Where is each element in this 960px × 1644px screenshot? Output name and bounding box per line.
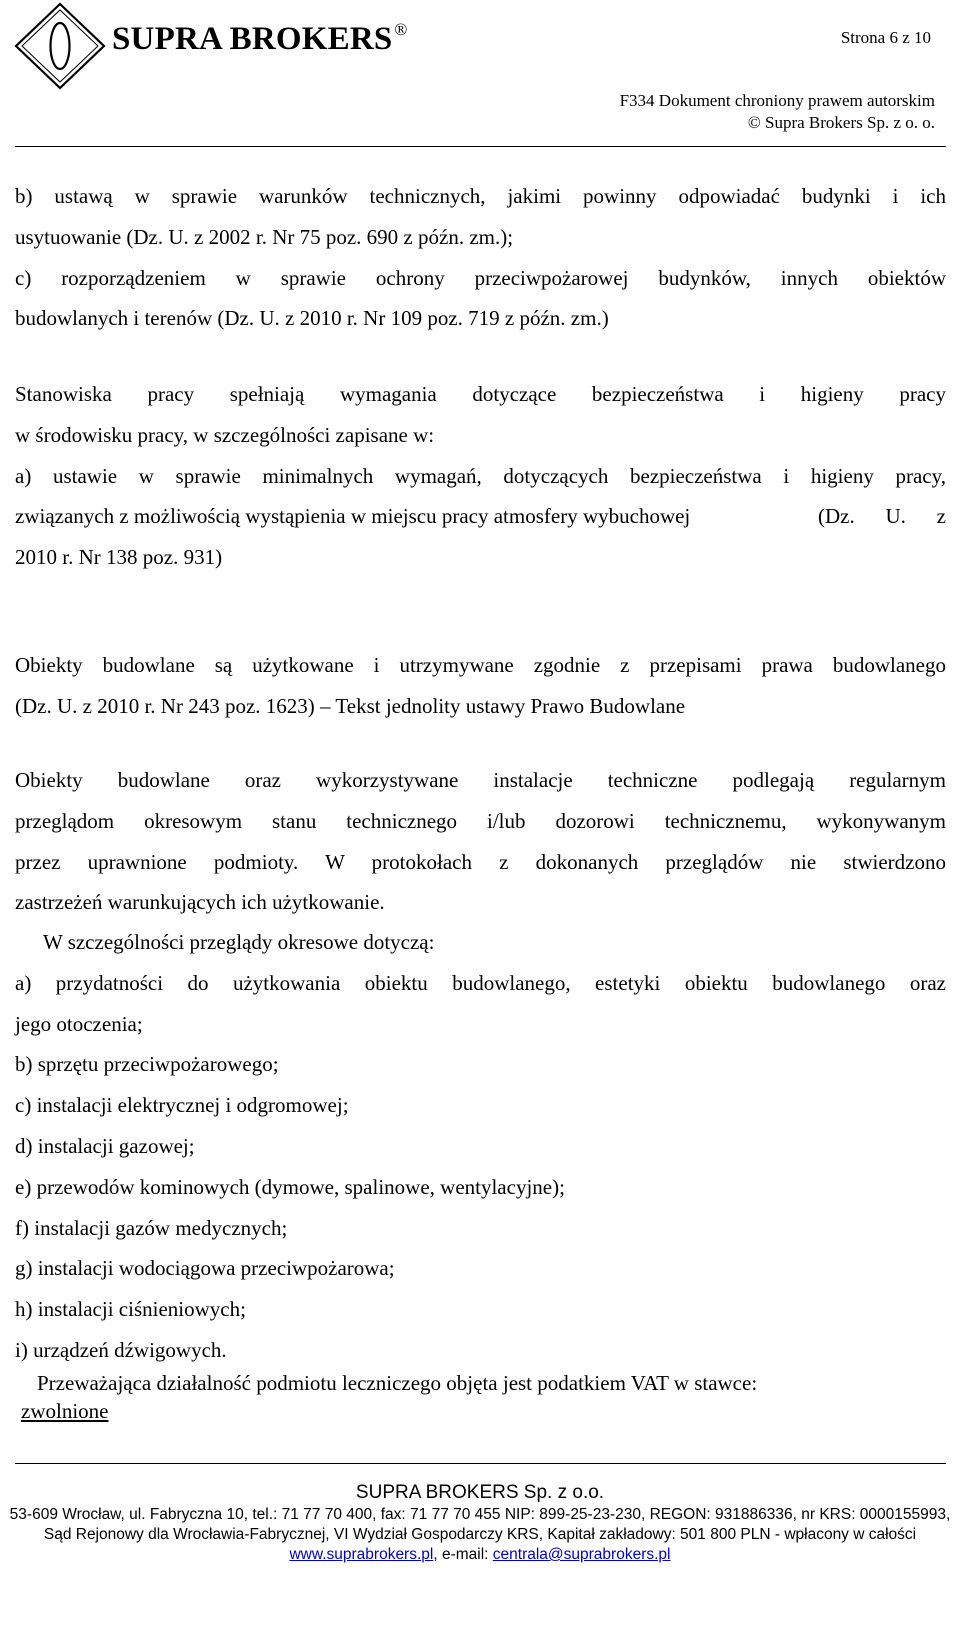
- list-intro: W szczególności przeglądy okresowe dotyczą:: [43, 930, 435, 954]
- text-line: usytuowanie (Dz. U. z 2002 r. Nr 75 poz. 690 z późn. zm.);: [15, 224, 514, 249]
- footer-company-name: SUPRA BROKERS Sp. z o.o.: [355, 1482, 605, 1503]
- text-line: budowlanych i terenów (Dz. U. z 2010 r. Nr 109 poz. 719 z późn. zm.): [15, 306, 609, 331]
- copyright-line: © Supra Brokers Sp. z o. o.: [747, 113, 935, 132]
- paragraph-regulations: [15, 176, 946, 339]
- text-line: Przeważająca działalność podmiotu leczniczego objęta jest podatkiem VAT w stawce:: [37, 1371, 758, 1395]
- registered-mark: ®: [394, 20, 408, 39]
- text-line: Obiekty budowlane są użytkowane i utrzymywane zgodnie z przepisami prawa budowlanego: [15, 653, 946, 677]
- list-item: a) przydatności do użytkowania obiektu budowlanego, estetyki obiektu budowlanego oraz: [15, 970, 946, 995]
- text-line: [15, 496, 946, 537]
- list-item: e) przewodów kominowych (dymowe, spalinowe, wentylacyjne);: [15, 1174, 565, 1199]
- list-item: c) instalacji elektrycznej i odgromowej;: [15, 1093, 349, 1118]
- vat-rate-value: zwolnione: [21, 1399, 109, 1423]
- paragraph-workstations: [15, 374, 946, 578]
- list-item: h) instalacji ciśnieniowych;: [15, 1297, 246, 1322]
- footer-contact-line: [0, 1546, 960, 1564]
- text-line: przez uprawnione podmioty. W protokołach z dokonanych przeglądów nie stwierdzono: [15, 849, 946, 874]
- text-line: zastrzeżeń warunkujących ich użytkowanie.: [15, 890, 385, 915]
- inspection-list: [15, 922, 946, 1371]
- supra-brokers-logo-icon: [14, 2, 106, 90]
- list-item: i) urządzeń dźwigowych.: [15, 1337, 227, 1362]
- email-link[interactable]: centrala@suprabrokers.pl: [492, 1546, 671, 1563]
- text-line-part: (Dz. U. z: [818, 504, 946, 529]
- text-line: Stanowiska pracy spełniają wymagania dotyczące bezpieczeństwa i higieny pracy: [15, 382, 946, 406]
- text-line-part: związanych z możliwością wystąpienia w miejscu pracy atmosfery wybuchowej: [15, 504, 691, 529]
- page-number: Strona 6 z 10: [840, 28, 931, 47]
- text-line: przeglądom okresowym stanu technicznego i/lub dozorowi technicznemu, wykonywanym: [15, 808, 946, 833]
- footer-registry-line: Sąd Rejonowy dla Wrocławia-Fabrycznej, VI Wydział Gospodarczy KRS, Kapitał zakładowy: 501 800 PLN - wpłacony w całości: [43, 1526, 917, 1543]
- text-line: c) rozporządzeniem w sprawie ochrony przeciwpożarowej budynków, innych obiektów: [15, 265, 946, 290]
- document-copyright: [620, 90, 935, 134]
- website-link[interactable]: www.suprabrokers.pl: [289, 1546, 434, 1563]
- list-item: g) instalacji wodociągowa przeciwpożarowa;: [15, 1256, 395, 1281]
- text-line: w środowisku pracy, w szczególności zapisane w:: [15, 422, 435, 447]
- text-line: Obiekty budowlane oraz wykorzystywane instalacje techniczne podlegają regularnym: [15, 768, 946, 792]
- footer-address-line: 53-609 Wrocław, ul. Fabryczna 10, tel.: 71 77 70 400, fax: 71 77 70 455 NIP: 899-25-23-230, REGON: 931886336, nr KRS: 0000155993,: [9, 1506, 951, 1523]
- text-line: 2010 r. Nr 138 poz. 931): [15, 545, 223, 570]
- email-label: , e-mail:: [433, 1546, 493, 1563]
- brand-name: SUPRA BROKERS ®: [112, 20, 408, 57]
- text-line: a) ustawie w sprawie minimalnych wymagań, dotyczących bezpieczeństwa i higieny pracy,: [15, 463, 946, 488]
- text-line: (Dz. U. z 2010 r. Nr 243 poz. 1623) – Tekst jednolity ustawy Prawo Budowlane: [15, 693, 686, 718]
- paragraph-vat: [21, 1369, 917, 1425]
- paragraph-building-use: [15, 645, 946, 727]
- list-item: d) instalacji gazowej;: [15, 1133, 195, 1158]
- footer-divider: [15, 1463, 946, 1464]
- paragraph-inspections: [15, 760, 946, 923]
- list-item: f) instalacji gazów medycznych;: [15, 1215, 288, 1240]
- list-item-continuation: jego otoczenia;: [15, 1011, 143, 1036]
- header-divider: [15, 146, 946, 147]
- list-item: b) sprzętu przeciwpożarowego;: [15, 1052, 279, 1077]
- text-line: b) ustawą w sprawie warunków technicznych, jakimi powinny odpowiadać budynki i ich: [15, 184, 946, 208]
- document-id-line: F334 Dokument chroniony prawem autorskim: [619, 91, 935, 110]
